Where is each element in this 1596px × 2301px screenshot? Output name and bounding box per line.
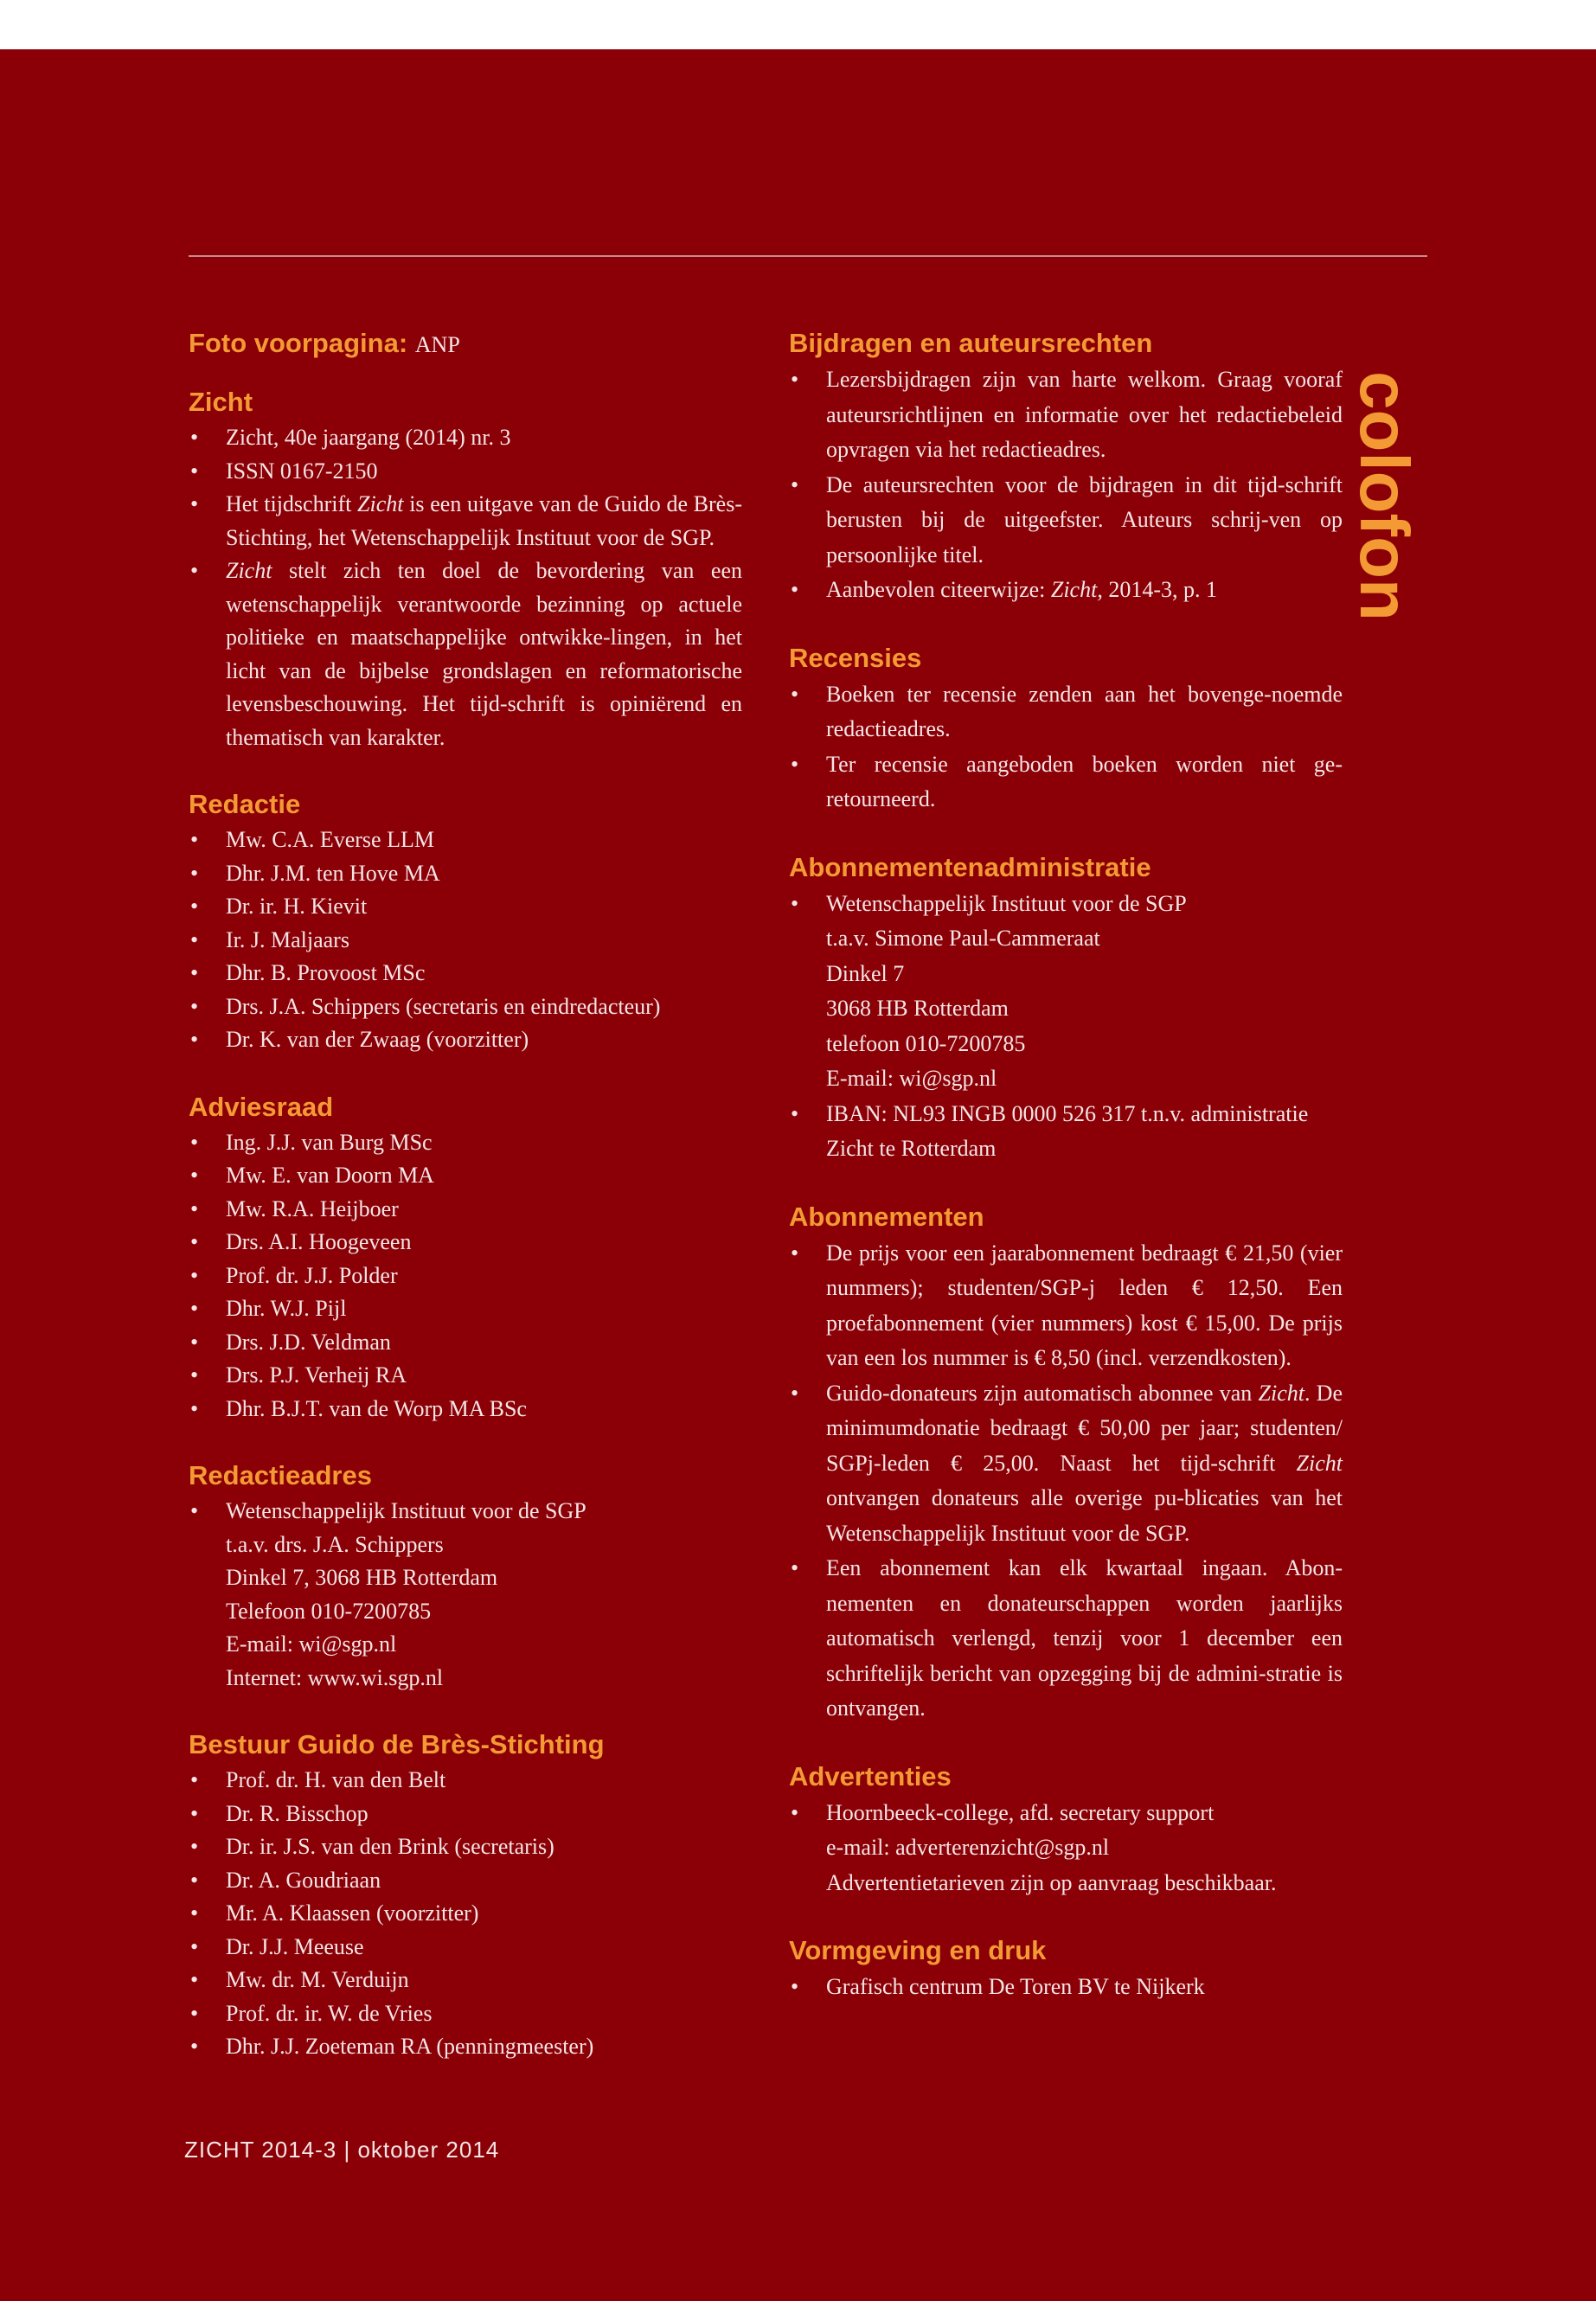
foto-label: Foto voorpagina: (189, 328, 408, 358)
list-item: • Zicht, 40e jaargang (2014) nr. 3 (189, 421, 742, 455)
top-rule (189, 255, 1427, 257)
adviesraad-section (189, 1090, 742, 1426)
list-item: • Een abonnement kan elk kwartaal ingaan. Abon-nementen en donateurschappen worden jaarlijks automatisch verlengd, tenzij voor 1 december een schriftelijk bericht van opzegging bij de admini-stratie is ontvangen. (789, 1551, 1343, 1727)
redactie-list (189, 824, 742, 1057)
list-item: • Ir. J. Maljaars (189, 924, 742, 958)
vormgeving-section (789, 1933, 1343, 2005)
list-item: • Prof. dr. H. van den Belt (189, 1764, 742, 1798)
redactie-section (189, 787, 742, 1057)
list-item: • Drs. J.A. Schippers (secretaris en eindredacteur) (189, 990, 742, 1024)
address-line: • Wetenschappelijk Instituut voor de SGP (226, 1498, 586, 1523)
recensies-heading: Recensies (789, 642, 922, 673)
redactie-heading: Redactie (189, 789, 301, 819)
text: is een uitgave van de Guido de Brès-Stichting, het Wetenschappelijk Instituut voor de SGP. (226, 491, 742, 550)
adviesraad-heading: Adviesraad (189, 1091, 334, 1122)
foto-section (189, 326, 742, 362)
address-line: • Wetenschappelijk Instituut voor de SGP (826, 890, 1187, 916)
advertenties-section (789, 1759, 1343, 1901)
advertenties-list (789, 1796, 1343, 1901)
text: . De minimumdonatie bedraagt € 50,00 per jaar; studenten/ SGPj-leden € 25,00. Naast het tijd-schrift (826, 1380, 1343, 1476)
list-item: • Boeken ter recensie zenden aan het bovenge-noemde redactieadres. (789, 677, 1343, 747)
side-title: colofon (1346, 371, 1423, 621)
redactieadres-heading: Redactieadres (189, 1460, 372, 1490)
vormgeving-list (789, 1970, 1343, 2005)
list-item (789, 573, 1343, 608)
list-item (189, 1495, 742, 1695)
address-line: t.a.v. Simone Paul-Cammeraat (826, 926, 1100, 951)
redactieadres-section (189, 1458, 742, 1695)
list-item: • Ing. J.J. van Burg MSc (189, 1126, 742, 1160)
phone-line: Telefoon 010-7200785 (226, 1598, 432, 1624)
list-item: • Dhr. J.M. ten Hove MA (189, 857, 742, 891)
journal-title: Zicht (1296, 1450, 1343, 1476)
colofon-page (0, 49, 1596, 2301)
recensies-section (789, 641, 1343, 817)
list-item: • Dr. J.J. Meeuse (189, 1931, 742, 1965)
text: ontvangen donateurs alle overige pu-blicaties van het Wetenschappelijk Instituut voor de SGP. (826, 1485, 1343, 1546)
abonnementen-section (789, 1200, 1343, 1727)
email-line: e-mail: adverterenzicht@sgp.nl (826, 1835, 1110, 1860)
text: stelt zich ten doel de bevordering van een wetenschappelijk verantwoorde bezinning op actuele politieke en maatschappelijke ontwikke-lingen, in het licht van de bijbelse grondslagen en reformatorische levensbeschouwing. Het tijd-schrift is opiniërend en thematisch van karakter. (226, 558, 742, 750)
list-item: • Mw. E. van Doorn MA (189, 1159, 742, 1193)
list-item (189, 554, 742, 754)
advertenties-heading: Advertenties (789, 1760, 952, 1791)
text: Het tijdschrift (226, 491, 358, 516)
list-item (789, 1376, 1343, 1552)
list-item: • Lezersbijdragen zijn van harte welkom. Graag vooraf auteursrichtlijnen en informatie over het redactiebeleid opvragen via het redactieadres. (789, 362, 1343, 468)
journal-title: Zicht (357, 491, 404, 516)
journal-title: Zicht (226, 558, 272, 583)
email-line: E-mail: wi@sgp.nl (826, 1066, 997, 1091)
text: Aanbevolen citeerwijze: (826, 577, 1051, 602)
list-item: • Prof. dr. ir. W. de Vries (189, 1997, 742, 2031)
list-item (189, 488, 742, 554)
address-line: Dinkel 7, 3068 HB Rotterdam (226, 1565, 498, 1590)
list-item: • Dhr. J.J. Zoeteman RA (penningmeester) (189, 2030, 742, 2064)
bestuur-heading: Bestuur Guido de Brès-Stichting (189, 1729, 605, 1759)
journal-title: Zicht (1258, 1380, 1304, 1406)
website-line: Internet: www.wi.sgp.nl (226, 1664, 444, 1690)
phone-line: telefoon 010-7200785 (826, 1030, 1026, 1056)
bijdragen-list (789, 362, 1343, 608)
journal-title: Zicht (1050, 577, 1098, 602)
abonnementenadministratie-heading: Abonnementenadministratie (789, 851, 1151, 882)
email-line: E-mail: wi@sgp.nl (226, 1631, 397, 1657)
list-item: • Dr. ir. H. Kievit (189, 890, 742, 924)
list-item (789, 887, 1343, 1097)
list-item: • Mw. C.A. Everse LLM (189, 824, 742, 857)
list-item: • Drs. J.D. Veldman (189, 1326, 742, 1360)
abonnementen-heading: Abonnementen (789, 1201, 984, 1232)
text: , 2014-3, p. 1 (1097, 577, 1217, 602)
zicht-list (189, 421, 742, 754)
abonnementenadministratie-list (789, 887, 1343, 1167)
zicht-section (189, 385, 742, 754)
bestuur-list (189, 1764, 742, 2064)
zicht-heading: Zicht (189, 387, 253, 417)
foto-value: ANP (414, 332, 460, 357)
list-item: • Dr. A. Goudriaan (189, 1864, 742, 1898)
list-item: • ISSN 0167-2150 (189, 455, 742, 489)
list-item: • Mw. dr. M. Verduijn (189, 1964, 742, 1997)
vormgeving-heading: Vormgeving en druk (789, 1935, 1047, 1965)
list-item: • Grafisch centrum De Toren BV te Nijkerk (789, 1970, 1343, 2005)
list-item: • Dhr. W.J. Pijl (189, 1292, 742, 1326)
list-item: • Mw. R.A. Heijboer (189, 1193, 742, 1227)
list-item: • Ter recensie aangeboden boeken worden niet ge-retourneerd. (789, 747, 1343, 817)
list-item: • Drs. A.I. Hoogeveen (189, 1226, 742, 1259)
bijdragen-heading: Bijdragen en auteursrechten (789, 328, 1153, 358)
list-item: • Dhr. B. Provoost MSc (189, 957, 742, 990)
page-footer: ZICHT 2014-3 | oktober 2014 (184, 2137, 500, 2163)
list-item: • Dhr. B.J.T. van de Worp MA BSc (189, 1393, 742, 1426)
list-item: • Mr. A. Klaassen (voorzitter) (189, 1897, 742, 1931)
bestuur-section (189, 1727, 742, 2064)
list-item (789, 1796, 1343, 1901)
abonnementenadministratie-section (789, 850, 1343, 1167)
right-column (789, 326, 1343, 2038)
adviesraad-list (189, 1126, 742, 1426)
list-item: • Dr. R. Bisschop (189, 1798, 742, 1831)
advertenties-line: Advertentietarieven zijn op aanvraag beschikbaar. (826, 1869, 1277, 1895)
abonnementen-list (789, 1236, 1343, 1727)
list-item: • Prof. dr. J.J. Polder (189, 1259, 742, 1293)
list-item: • Dr. ir. J.S. van den Brink (secretaris) (189, 1830, 742, 1864)
list-item: • IBAN: NL93 INGB 0000 526 317 t.n.v. administratie Zicht te Rotterdam (789, 1097, 1343, 1167)
address-line: t.a.v. drs. J.A. Schippers (226, 1531, 444, 1557)
list-item: • Dr. K. van der Zwaag (voorzitter) (189, 1023, 742, 1057)
recensies-list (789, 677, 1343, 817)
foto-heading (189, 326, 742, 362)
list-item: • De auteursrechten voor de bijdragen in dit tijd-schrift berusten bij de uitgeefster. Auteurs schrij-ven op persoonlijke titel. (789, 468, 1343, 574)
advertenties-line: • Hoornbeeck-college, afd. secretary support (826, 1799, 1215, 1825)
address-line: 3068 HB Rotterdam (826, 996, 1009, 1021)
address-line: Dinkel 7 (826, 960, 905, 986)
bijdragen-section (789, 326, 1343, 608)
text: Guido-donateurs zijn automatisch abonnee van (826, 1380, 1259, 1406)
list-item: • De prijs voor een jaarabonnement bedraagt € 21,50 (vier nummers); studenten/SGP-j leden € 12,50. Een proefabonnement (vier nummers) kost € 15,00. De prijs van een los nummer is € 8,50 (incl. verzendkosten). (789, 1236, 1343, 1376)
left-column (189, 326, 742, 2097)
list-item: • Drs. P.J. Verheij RA (189, 1359, 742, 1393)
redactieadres-list (189, 1495, 742, 1695)
